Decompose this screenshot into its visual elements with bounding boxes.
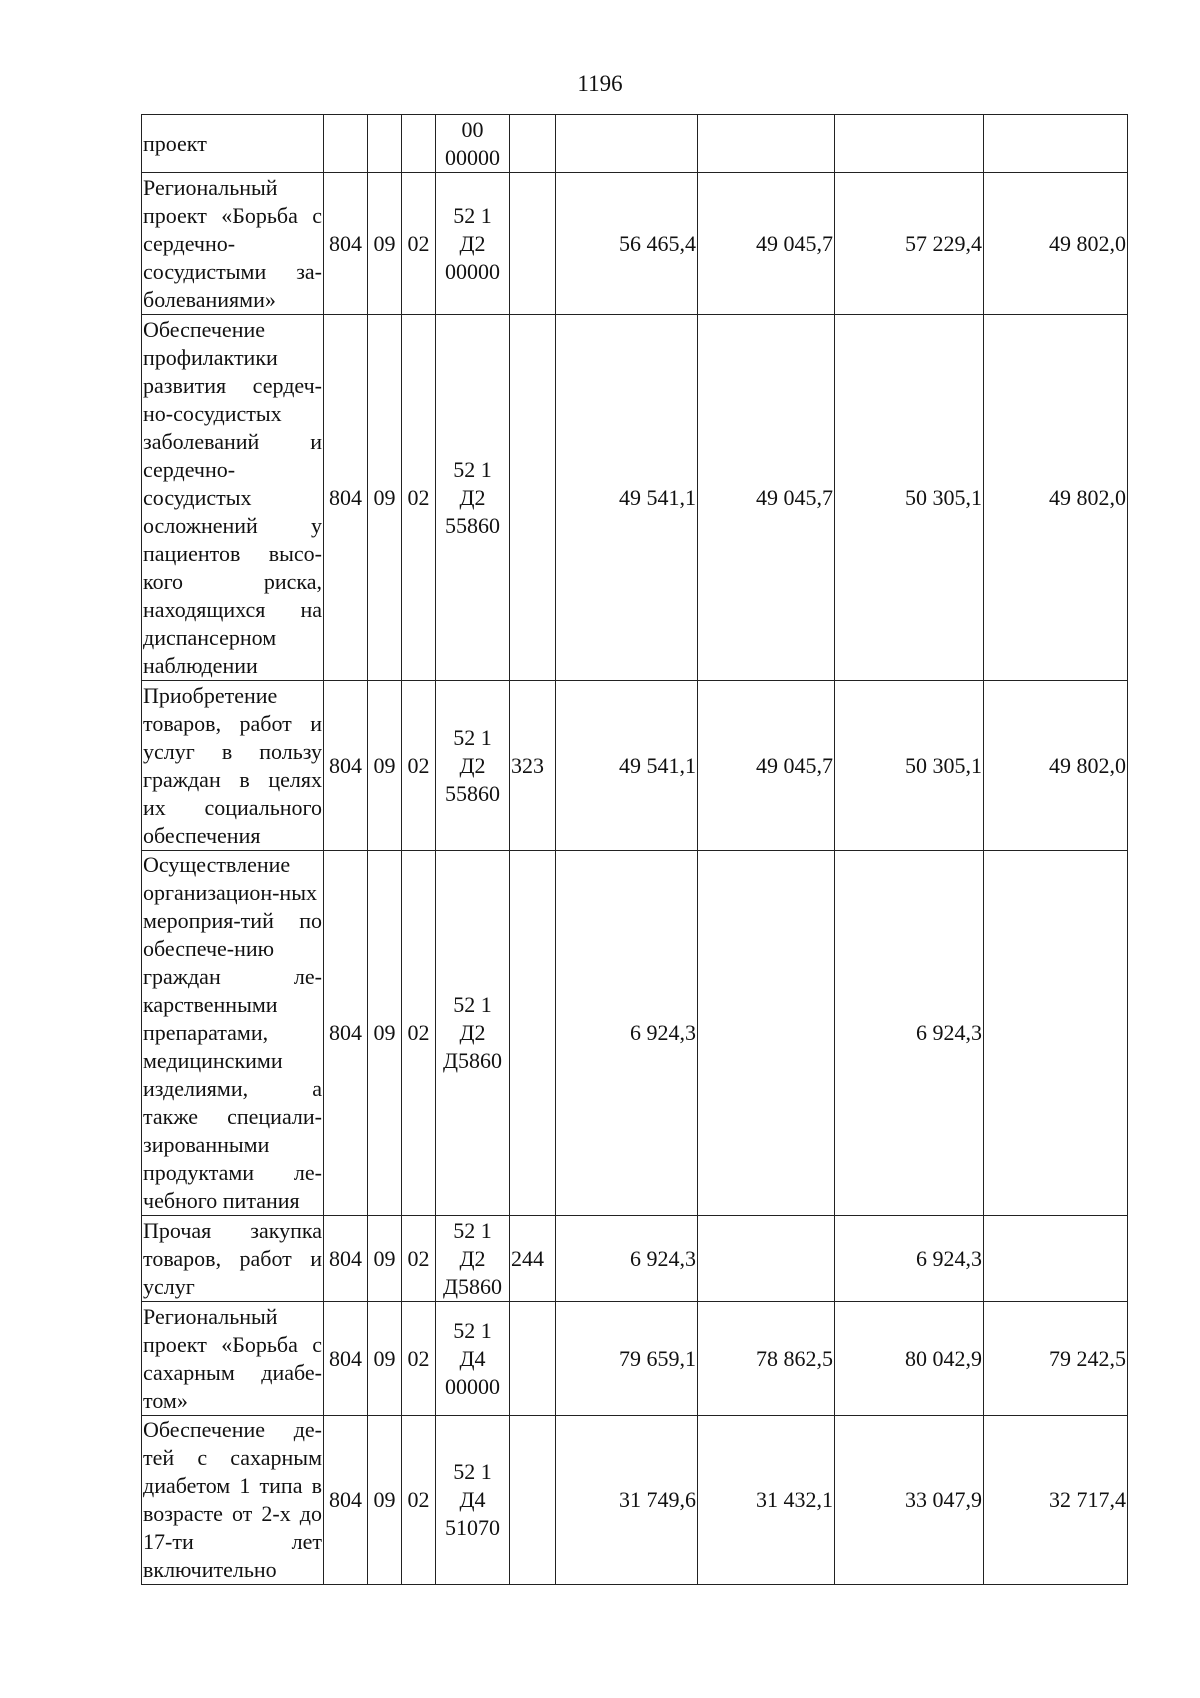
amount-cell-4: 49 802,0 <box>984 173 1128 315</box>
amount-cell-1: 6 924,3 <box>556 1216 698 1302</box>
target-article-line: 00 <box>461 116 484 142</box>
section-code-cell: 09 <box>368 681 402 851</box>
target-article-line: 00000 <box>445 144 500 170</box>
amount-cell-3: 50 305,1 <box>835 315 984 681</box>
row-description: Осуществление организацион-ных мероприя-тий по обеспече-нию граждан ле-карственными препаратами, медицинскими изделиями, а также специали-зированными продуктами ле-чебного питания <box>142 851 324 1216</box>
target-article-cell <box>436 681 510 851</box>
target-article-cell <box>436 115 510 173</box>
expense-type-cell: 244 <box>510 1216 556 1302</box>
table-row <box>142 173 1128 315</box>
ministry-code-cell: 804 <box>324 1416 368 1585</box>
target-article-line: Д2 <box>459 1245 486 1271</box>
subsection-code-cell: 02 <box>402 1302 436 1416</box>
target-article-line: Д2 <box>459 484 486 510</box>
amount-cell-3: 57 229,4 <box>835 173 984 315</box>
subsection-code-cell <box>402 115 436 173</box>
amount-cell-1: 31 749,6 <box>556 1416 698 1585</box>
target-article-line: 52 1 <box>453 456 492 482</box>
target-article-line: 52 1 <box>453 724 492 750</box>
expense-type-cell <box>510 1302 556 1416</box>
expense-type-cell <box>510 173 556 315</box>
target-article-line: Д5860 <box>442 1048 502 1073</box>
row-description: Обеспечение профилактики развития сердеч-но-сосудистых заболеваний и сердечно-сосудистых осложнений у пациентов высо-кого риска, находящихся на диспансерном наблюдении <box>142 315 324 681</box>
amount-cell-1: 56 465,4 <box>556 173 698 315</box>
amount-cell-2: 49 045,7 <box>698 315 835 681</box>
target-article-line: Д5860 <box>442 1273 502 1299</box>
section-code-cell: 09 <box>368 1216 402 1302</box>
subsection-code-cell: 02 <box>402 851 436 1216</box>
amount-cell-1: 79 659,1 <box>556 1302 698 1416</box>
amount-cell-1 <box>556 115 698 173</box>
amount-cell-4: 32 717,4 <box>984 1416 1128 1585</box>
ministry-code-cell: 804 <box>324 315 368 681</box>
amount-cell-3: 6 924,3 <box>835 1216 984 1302</box>
target-article-line: Д2 <box>459 230 486 256</box>
amount-cell-2: 78 862,5 <box>698 1302 835 1416</box>
row-description: Обеспечение де-тей с сахарным диабетом 1 типа в возрасте от 2-х до 17-ти лет включительно <box>142 1416 324 1585</box>
amount-cell-4 <box>984 1216 1128 1302</box>
subsection-code-cell: 02 <box>402 681 436 851</box>
target-article-line: 52 1 <box>453 202 492 228</box>
amount-cell-3: 33 047,9 <box>835 1416 984 1585</box>
ministry-code-cell: 804 <box>324 681 368 851</box>
target-article-line: 51070 <box>445 1515 500 1540</box>
target-article-line: 55860 <box>445 780 500 806</box>
amount-cell-2: 49 045,7 <box>698 173 835 315</box>
subsection-code-cell: 02 <box>402 1216 436 1302</box>
section-code-cell: 09 <box>368 1416 402 1585</box>
expense-type-cell <box>510 315 556 681</box>
target-article-line: 00000 <box>445 1373 500 1399</box>
amount-cell-3: 80 042,9 <box>835 1302 984 1416</box>
budget-table-body <box>142 115 1128 1585</box>
amount-cell-2 <box>698 115 835 173</box>
target-article-line: Д4 <box>459 1345 486 1371</box>
subsection-code-cell: 02 <box>402 173 436 315</box>
amount-cell-3: 6 924,3 <box>835 851 984 1216</box>
amount-cell-1: 49 541,1 <box>556 315 698 681</box>
budget-table <box>141 114 1128 1585</box>
target-article-cell <box>436 851 510 1216</box>
table-row <box>142 1302 1128 1416</box>
amount-cell-1: 49 541,1 <box>556 681 698 851</box>
target-article-cell <box>436 1416 510 1585</box>
amount-cell-4: 49 802,0 <box>984 315 1128 681</box>
table-row <box>142 115 1128 173</box>
section-code-cell: 09 <box>368 315 402 681</box>
subsection-code-cell: 02 <box>402 315 436 681</box>
amount-cell-1: 6 924,3 <box>556 851 698 1216</box>
target-article-line: 52 1 <box>453 992 492 1017</box>
amount-cell-2 <box>698 851 835 1216</box>
target-article-line: 55860 <box>445 512 500 538</box>
expense-type-cell <box>510 1416 556 1585</box>
amount-cell-4: 49 802,0 <box>984 681 1128 851</box>
expense-type-cell <box>510 851 556 1216</box>
table-row <box>142 851 1128 1216</box>
row-description: проект <box>142 115 324 173</box>
amount-cell-2 <box>698 1216 835 1302</box>
ministry-code-cell: 804 <box>324 1216 368 1302</box>
target-article-line: 52 1 <box>453 1217 492 1243</box>
target-article-cell <box>436 173 510 315</box>
ministry-code-cell: 804 <box>324 851 368 1216</box>
target-article-line: Д2 <box>459 1020 486 1045</box>
section-code-cell: 09 <box>368 1302 402 1416</box>
expense-type-cell <box>510 115 556 173</box>
section-code-cell: 09 <box>368 173 402 315</box>
target-article-cell <box>436 1216 510 1302</box>
table-row <box>142 1416 1128 1585</box>
amount-cell-4 <box>984 115 1128 173</box>
target-article-line: 52 1 <box>453 1459 492 1484</box>
target-article-line: 52 1 <box>453 1317 492 1343</box>
amount-cell-3 <box>835 115 984 173</box>
amount-cell-2: 49 045,7 <box>698 681 835 851</box>
row-description: Региональный проект «Борьба с сахарным диабе-том» <box>142 1302 324 1416</box>
table-row <box>142 1216 1128 1302</box>
target-article-cell <box>436 315 510 681</box>
table-row <box>142 681 1128 851</box>
table-row <box>142 315 1128 681</box>
ministry-code-cell: 804 <box>324 173 368 315</box>
page-number: 1196 <box>577 71 623 96</box>
amount-cell-4 <box>984 851 1128 1216</box>
section-code-cell: 09 <box>368 851 402 1216</box>
amount-cell-4: 79 242,5 <box>984 1302 1128 1416</box>
target-article-line: Д4 <box>459 1487 486 1512</box>
section-code-cell <box>368 115 402 173</box>
amount-cell-3: 50 305,1 <box>835 681 984 851</box>
ministry-code-cell: 804 <box>324 1302 368 1416</box>
expense-type-cell: 323 <box>510 681 556 851</box>
row-description: Региональный проект «Борьба с сердечно-сосудистыми за-болеваниями» <box>142 173 324 315</box>
target-article-line: Д2 <box>459 752 486 778</box>
row-description: Прочая закупка товаров, работ и услуг <box>142 1216 324 1302</box>
ministry-code-cell <box>324 115 368 173</box>
target-article-cell <box>436 1302 510 1416</box>
subsection-code-cell: 02 <box>402 1416 436 1585</box>
target-article-line: 00000 <box>445 258 500 284</box>
amount-cell-2: 31 432,1 <box>698 1416 835 1585</box>
row-description: Приобретение товаров, работ и услуг в пользу граждан в целях их социального обеспечения <box>142 681 324 851</box>
